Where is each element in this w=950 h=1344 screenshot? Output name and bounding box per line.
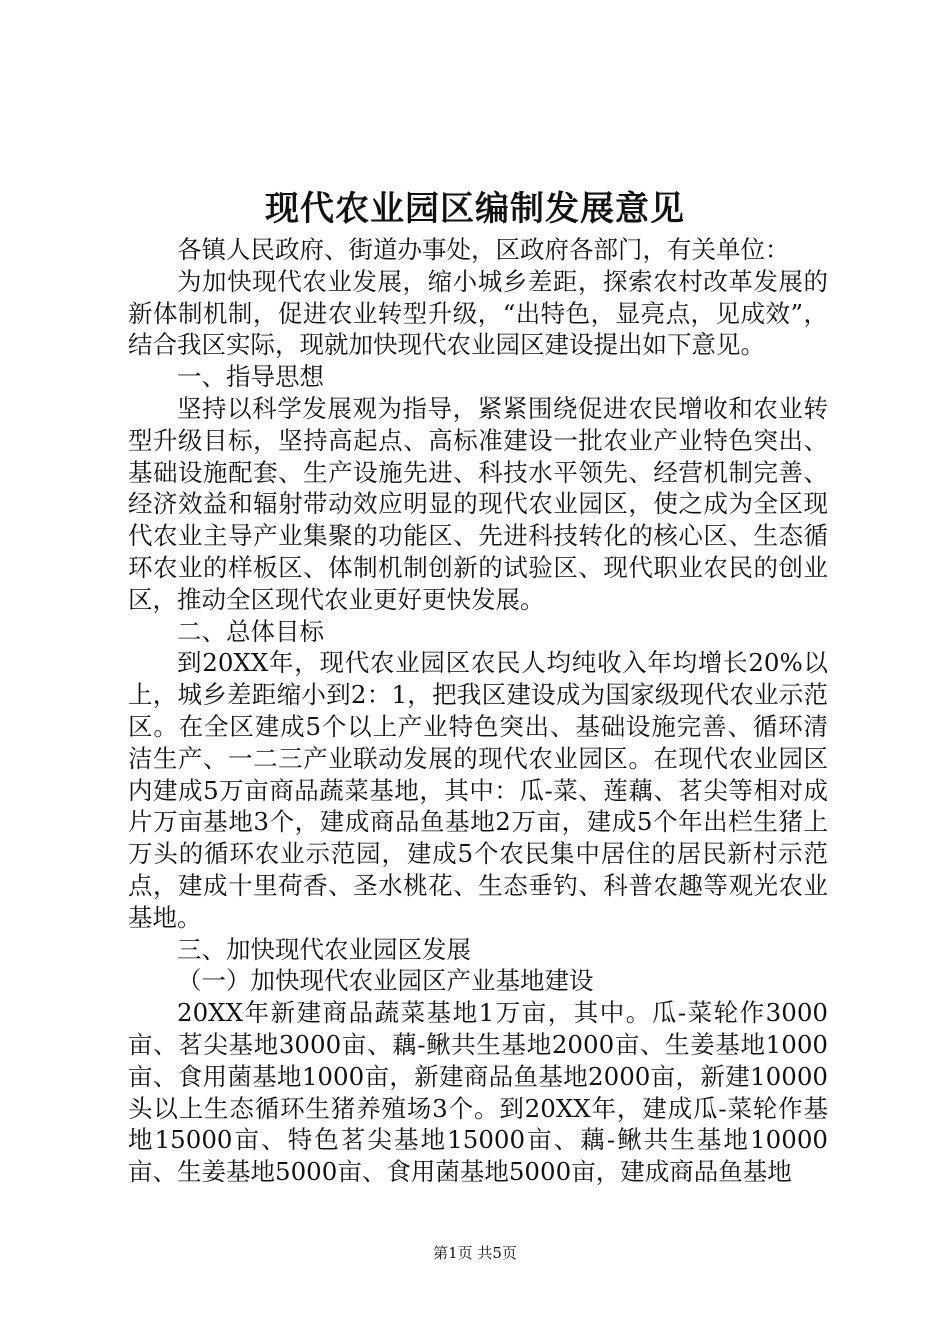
overall-goal-paragraph: 到20XX年，现代农业园区农民人均纯收入年均增长20%以上，城乡差距缩小到2：1，把我区建设成为国家级现代农业示范区。在全区建成5个以上产业特色突出、基础设施完善、循环清洁生产、一二三产业联动发展的现代农业园区。在现代农业园区内建成5万亩商品蔬菜基地，其中：瓜-菜、莲藕、茗尖等相对成片万亩基地3个，建成商品鱼基地2万亩，建成5个年出栏生猪上万头的循环农业示范园，建成5个农民集中居住的居民新村示范点，建成十里荷香、圣水桃花、生态垂钓、科普农趣等观光农业基地。 [128, 648, 828, 932]
page-footer: 第1页 共5页 [433, 1244, 517, 1262]
section-heading-development: 三、加快现代农业园区发展 [177, 934, 471, 964]
section-heading-guiding-thought: 一、指导思想 [177, 362, 324, 392]
subsection-heading-base-construction: （一）加快现代农业园区产业基地建设 [177, 966, 594, 996]
document-title: 现代农业园区编制发展意见 [265, 189, 685, 229]
document-body [128, 234, 828, 1188]
base-construction-paragraph: 20XX年新建商品蔬菜基地1万亩，其中。瓜-菜轮作3000亩、茗尖基地3000亩、藕-鳅共生基地2000亩、生姜基地1000亩、食用菌基地1000亩，新建商品鱼基地2000亩，新建10000头以上生态循环生猪养殖场3个。到20XX年，建成瓜-菜轮作基地15000亩、特色茗尖基地15000亩、藕-鳅共生基地10000亩、生姜基地5000亩、食用菌基地5000亩，建成商品鱼基地 [128, 998, 828, 1187]
guiding-thought-paragraph: 坚持以科学发展观为指导，紧紧围绕促进农民增收和农业转型升级目标，坚持高起点、高标准建设一批农业产业特色突出、基础设施配套、生产设施先进、科技水平领先、经营机制完善、经济效益和辐射带动效应明显的现代农业园区，使之成为全区现代农业主导产业集聚的功能区、先进科技转化的核心区、生态循环农业的样板区、体制机制创新的试验区、现代职业农民的创业区，推动全区现代农业更好更快发展。 [128, 393, 828, 614]
section-heading-overall-goal: 二、总体目标 [177, 616, 324, 646]
salutation-paragraph: 各镇人民政府、街道办事处，区政府各部门，有关单位： [177, 235, 790, 264]
intro-paragraph: 为加快现代农业发展，缩小城乡差距，探索农村改革发展的新体制机制，促进农业转型升级，“出特色，显亮点，见成效”，结合我区实际，现就加快现代农业园区建设提出如下意见。 [128, 266, 828, 360]
